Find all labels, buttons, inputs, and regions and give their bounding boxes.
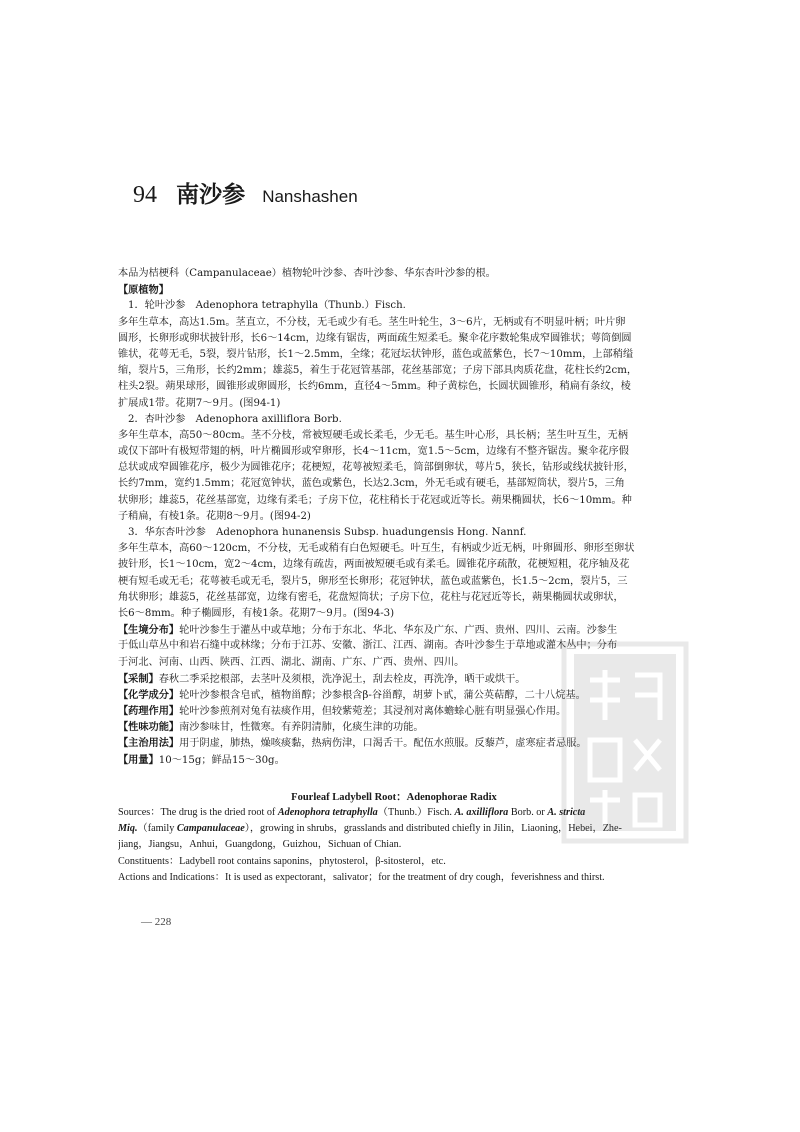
section-label-properties: 【性味功能】 (118, 721, 180, 734)
entry-number: 94 (133, 182, 157, 208)
species-heading-2: 2．杏叶沙参 Adenophora axilliflora Borb. (128, 413, 342, 425)
species-heading-1: 1．轮叶沙参 Adenophora tetraphylla（Thunb.）Fisch. (128, 300, 406, 312)
species1-line: 多年生草本，高达1.5m。茎直立，不分枝，无毛或少有毛。茎生叶轮生，3～6片，无柄或有不明显叶柄；叶片卵 (118, 316, 626, 328)
sources-text: （family (137, 823, 177, 835)
species2-line: 多年生草本，高50～80cm。茎不分枝，常被短硬毛或长柔毛，少无毛。基生叶心形，具长柄；茎生叶互生，无柄 (118, 429, 628, 441)
species3-line: 角状卵形；雄蕊5，花丝基部宽，边缘有密毛，花盘短筒状；子房下位，花柱与花冠近等长，蒴果椭圆状或卵状， (118, 591, 624, 603)
section-label-habitat: 【生境分布】 (118, 624, 180, 637)
species2-line: 总状或成窄圆锥花序，极少为圆锥花序；花梗短，花萼被短柔毛，筒部倒卵状，萼片5，狭长，钻形或线状披针形， (118, 462, 634, 474)
species-author: Miq. (118, 823, 138, 835)
species1-line: 扩展成1带。花期7～9月。(图94-1) (118, 397, 281, 409)
habitat-line: 于低山草丛中和岩石缝中或林缘；分布于江苏、安徽、浙江、江西、湖南。杏叶沙参生于草地或灌木丛中；分布 (118, 640, 618, 652)
species3-line: 披针形，长1～10cm，宽2～4cm，边缘有疏齿，两面被短硬毛或有柔毛。圆锥花序疏散，花梗短粗，花序轴及花 (118, 559, 630, 571)
sources-text: ），growing in shrubs，grasslands and distributed chiefly in Jilin，Liaoning，Hebei，Zhe- (244, 823, 622, 835)
species-name: Adenophora tetraphylla (277, 807, 378, 818)
species3-line: 长6～8mm。种子椭圆形，有棱1条。花期7～9月。(图94-3) (118, 607, 395, 619)
english-title: Fourleaf Ladybell Root：Adenophorae Radix (291, 792, 497, 803)
intro-line: 本品为桔梗科（Campanulaceae）植物轮叶沙参、杏叶沙参、华东杏叶沙参的根。 (118, 268, 496, 279)
species2-line: 状卵形；雄蕊5，花丝基部宽，边缘有柔毛；子房下位，花柱稍长于花冠或近等长。蒴果椭圆状，长6～10mm。种 (118, 494, 632, 506)
entry-title-pinyin: Nanshashen (262, 187, 358, 206)
section-label-dosage: 【用量】 (118, 753, 159, 766)
indications-text: 用于阴虚，肺热，燥咳痰黏，热病伤津，口渴舌干。配伍水煎服。反藜芦，虚寒症者忌服。 (179, 738, 587, 750)
section-label-pharmacology: 【药理作用】 (118, 705, 180, 718)
section-label-indications: 【主治用法】 (118, 737, 180, 750)
dosage-text: 10～15g；鲜品15～30g。 (158, 754, 285, 766)
sources-text: The drug is the dried root of (160, 807, 278, 818)
sources-label: Sources： (118, 807, 161, 818)
collection-text: 春秋二季采挖根部，去茎叶及须根，洗净泥土，刮去栓皮，再洗净，晒干或烘干。 (158, 673, 526, 685)
species-name: A. axilliflora (454, 807, 509, 818)
species1-line: 圆形，长卵形或卵状披针形，长6～14cm，边缘有锯齿，两面疏生短柔毛。聚伞花序数轮集成窄圆锥状；萼筒倒圆 (118, 332, 632, 344)
constituents-line: Constituents：Ladybell root contains saponins，phytosterol，β-sitosterol，etc. (118, 855, 446, 867)
species3-line: 多年生草本，高60～120cm，不分枝，无毛或稍有白色短硬毛。叶互生，有柄或少近无柄，叶卵圆形、卵形至卵状 (118, 543, 635, 555)
species-heading-3: 3．华东杏叶沙参 Adenophora hunanensis Subsp. huadungensis Hong. Nannf. (128, 527, 527, 538)
habitat-line (118, 622, 670, 638)
species1-line: 缩，裂片5，三角形，长约2mm；雄蕊5，着生于花冠管基部，花丝基部宽；子房下部具肉质花盘，花柱长约2cm， (118, 365, 638, 377)
sources-text: （Thunb.）Fisch. (377, 807, 455, 818)
species2-line: 长约7mm，宽约1.5mm；花冠宽钟状，蓝色或紫色，长达2.3cm，外无毛或有硬毛，基部短筒状，裂片5，三角 (118, 478, 625, 490)
section-label-chemistry: 【化学成分】 (118, 688, 180, 701)
properties-text: 南沙参味甘，性微寒。有养阴清肺，化痰生津的功能。 (179, 722, 424, 734)
species2-line: 子稍扁，有棱1条。花期8～9月。(图94-2) (118, 510, 311, 522)
species1-line: 锥状，花萼无毛，5裂，裂片钻形，长1～2.5mm，全缘；花冠坛状钟形，蓝色或蓝紫色，长7～10mm，上部稍缢 (118, 348, 634, 360)
page-number: — 228 (141, 916, 172, 928)
habitat-line: 于河北、河南、山西、陕西、江西、湖北、湖南、广东、广西、贵州、四川。 (118, 656, 465, 668)
entry-title-chinese: 南沙参 (176, 182, 246, 208)
habitat-text: 轮叶沙参生于灌丛中或草地；分布于东北、华北、华东及广东、广西、贵州、四川、云南。沙参生 (179, 625, 618, 637)
species3-line: 梗有短毛或无毛；花萼被毛或无毛，裂片5，卵形至长卵形；花冠钟状，蓝色或蓝紫色，长1.5～2cm，裂片5，三 (118, 575, 628, 587)
section-label-origin: 【原植物】 (118, 284, 169, 297)
sources-line: jiang，Jiangsu，Anhui，Guangdong，Guizhou，Sichuan of Chian. (118, 839, 402, 851)
species-name: A. stricta (547, 807, 586, 818)
family-name: Campanulaceae (176, 823, 245, 835)
section-label-collection: 【采制】 (118, 672, 159, 685)
chemistry-text: 轮叶沙参根含皂甙，植物甾醇；沙参根含β-谷甾醇，胡萝卜甙，蒲公英萜醇，二十八烷基。 (179, 689, 586, 701)
species2-line: 或仅下部叶有极短带翅的柄，叶片椭圆形或窄卵形，长4～11cm，宽1.5～5cm，边缘有不整齐锯齿。聚伞花序假 (118, 446, 629, 458)
entry-heading (133, 176, 358, 206)
library-seal-stamp (560, 640, 690, 845)
sources-text: Borb. or (508, 807, 548, 818)
actions-line: Actions and Indications：It is used as expectorant，salivator；for the treatment of dry cough，feverishness and thirst. (118, 871, 605, 883)
species1-line: 柱头2裂。蒴果球形，圆锥形或卵圆形，长约6mm，直径4～5mm。种子黄棕色，长圆状圆锥形，稍扁有条纹，棱 (118, 381, 631, 393)
pharmacology-text: 轮叶沙参煎剂对兔有祛痰作用，但较紫菀差；其浸剂对离体蟾蜍心脏有明显强心作用。 (179, 706, 567, 718)
